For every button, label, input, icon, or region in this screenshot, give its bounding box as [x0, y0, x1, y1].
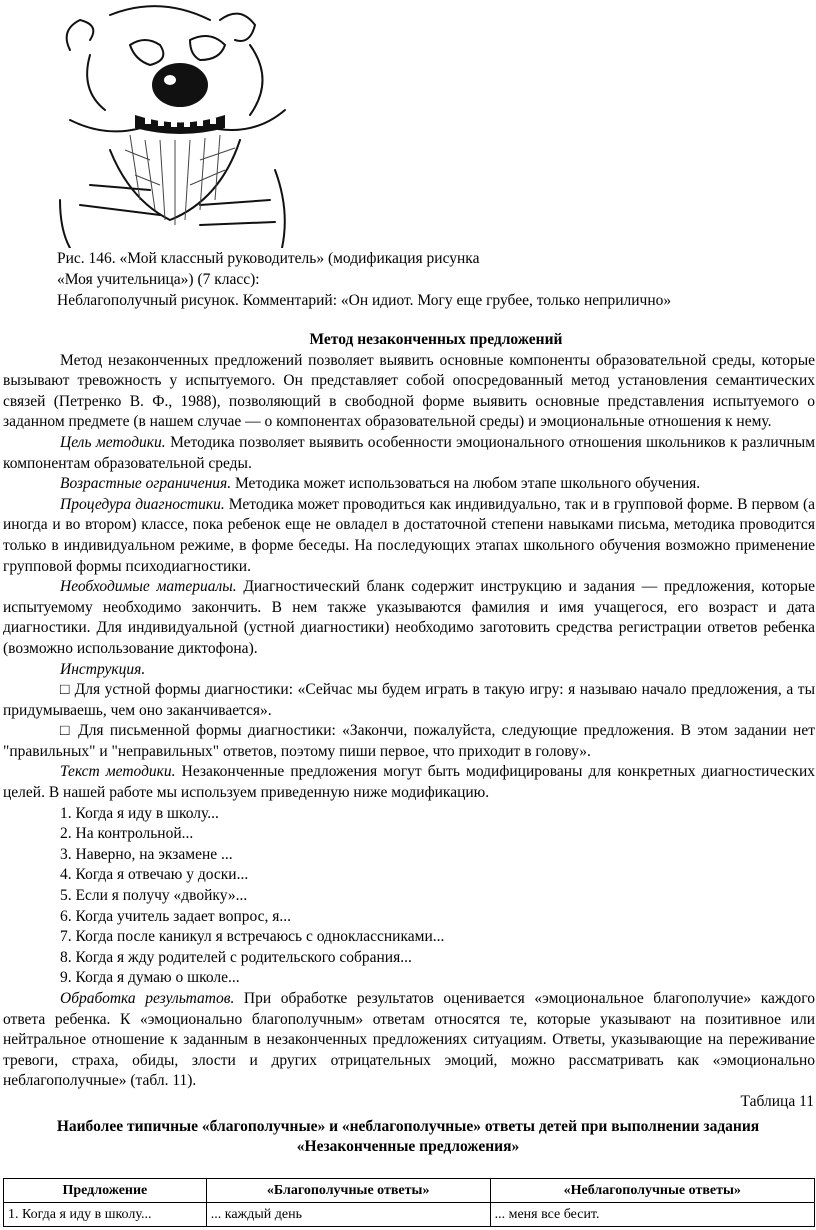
- list-item: 9. Когда я думаю о школе...: [60, 969, 240, 987]
- instruction-label: Инструкция.: [60, 660, 146, 678]
- caption-line: «Моя учительница») (7 класс):: [57, 271, 260, 288]
- goal-label: Цель методики.: [60, 433, 166, 451]
- list-item: 1. Когда я иду в школу...: [60, 804, 219, 822]
- age-label: Возрастные ограничения.: [60, 475, 232, 493]
- age-text: Методика может использоваться на любом этапе школьного обучения.: [231, 475, 701, 493]
- age-paragraph: [0, 474, 816, 495]
- table-header: «Неблагополучные ответы»: [490, 1179, 814, 1203]
- processing-text: При обработке результатов оценивается «эмоциональное благополучие» каждого ответа ребенка. К «эмоционально благополучным» ответам относятся те, которые указывают на позитивное или нейтральное отношение к заданным в незаконченных предложениях ситуациям. Ответы, указывающие на переживание тревоги, страха, обиды, злости и других отрицательных эмоций, можно рассматривать как «эмоционально неблагополучные» (табл. 11).: [3, 990, 815, 1090]
- list-item: 4. Когда я отвечаю у доски...: [60, 866, 249, 884]
- materials-paragraph: [0, 577, 816, 659]
- table-cell: ... каждый день: [206, 1203, 490, 1227]
- table-header: Предложение: [4, 1179, 207, 1203]
- procedure-label: Процедура диагностики.: [60, 495, 225, 513]
- procedure-text: Методика может проводиться как индивидуально, так и в групповой форме. В первом (а иногда и во втором) классе, пока ребенок еще не овладел в достаточной степени навыками письма, методика проводится только в индивидуальном режиме, в форме беседы. На последующих этапах школьного обучения возможно применение групповой формы психодиагностики.: [3, 495, 816, 575]
- table-header-row: [4, 1179, 815, 1203]
- figure-caption: [57, 248, 797, 311]
- caption-line: Рис. 146. «Мой классный руководитель» (модификация рисунка: [57, 250, 480, 267]
- oral-instruction: □ Для устной формы диагностики: «Сейчас мы будем играть в такую игру: я называю начало предложения, а ты придумываешь, чем оно заканчивается».: [3, 681, 815, 719]
- table-label: Таблица 11: [740, 1092, 814, 1110]
- list-item: 7. Когда после каникул я встречаюсь с одноклассниками...: [60, 928, 445, 946]
- section-title: Метод незаконченных предложений: [309, 331, 563, 348]
- processing-paragraph: [0, 989, 816, 1092]
- table-cell: 1. Когда я иду в школу...: [4, 1203, 207, 1227]
- document-body: [0, 330, 816, 1158]
- table-header: «Благополучные ответы»: [206, 1179, 490, 1203]
- answers-table: [3, 1178, 815, 1227]
- goal-paragraph: [0, 433, 816, 474]
- text-label: Текст методики.: [60, 763, 176, 781]
- text-paragraph: [0, 762, 816, 803]
- goal-text: Методика позволяет выявить особенности эмоционального отношения школьников к различным компонентам образовательной среды.: [3, 433, 816, 472]
- list-item: 6. Когда учитель задает вопрос, я...: [60, 907, 292, 925]
- list-item: 2. На контрольной...: [60, 825, 194, 843]
- procedure-paragraph: [0, 495, 816, 577]
- materials-label: Необходимые материалы.: [60, 578, 237, 596]
- instruction-paragraph: [0, 660, 816, 681]
- table-row: [4, 1203, 815, 1227]
- list-item: 8. Когда я жду родителей с родительского собрания...: [60, 948, 412, 966]
- written-instruction: □ Для письменной формы диагностики: «Закончи, пожалуйста, следующие предложения. В этом задании нет "правильных" и "неправильных" ответов, поэтому пиши первое, что приходит в голову».: [3, 722, 815, 760]
- table-cell: ... меня все бесит.: [490, 1203, 814, 1227]
- materials-text: Диагностический бланк содержит инструкцию и задания — предложения, которые испытуемому необходимо закончить. В нем также указываются фамилия и имя учащегося, его возраст и дата диагностики. Для индивидуальной (устной диагностики) необходимо заготовить средства регистрации ответов ребенка (возможно использование диктофона).: [3, 578, 815, 657]
- text-body: Незаконченные предложения могут быть модифицированы для конкретных диагностических целей. В нашей работе мы используем приведенную ниже модификацию.: [3, 763, 815, 802]
- processing-label: Обработка результатов.: [60, 990, 235, 1007]
- table-title: Наиболее типичные «благополучные» и «неблагополучные» ответы детей при выполнении задания «Незаконченные предложения»: [56, 1117, 760, 1156]
- intro-paragraph: Метод незаконченных предложений позволяет выявить основные компоненты образовательной среды, которые вызывают тревожность у испытуемого. Он представляет собой опосредованный метод установления семантических связей (Петренко В. Ф., 1988), позволяющий в свободной форме выявить основные представления испытуемого о заданном предмете (в нашем случае — о компонентах образовательной среды) и эмоциональные отношения к нему.: [3, 351, 815, 431]
- figure-drawing: [50, 0, 300, 248]
- caption-line: Неблагополучный рисунок. Комментарий: «Он идиот. Могу еще грубее, только неприлично»: [57, 292, 672, 309]
- list-item: 5. Если я получу «двойку»...: [60, 887, 248, 905]
- list-item: 3. Наверно, на экзамене ...: [60, 845, 233, 863]
